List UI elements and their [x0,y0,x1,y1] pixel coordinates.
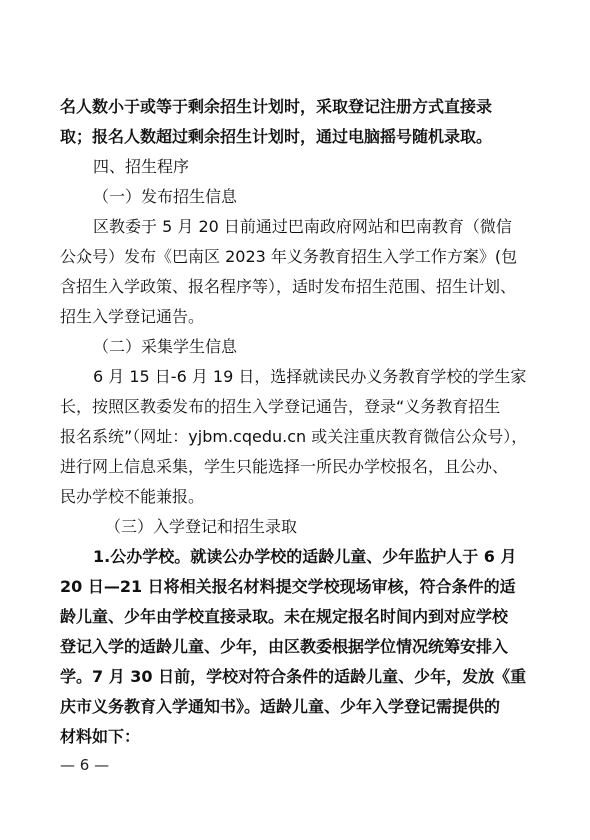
body-line: 20 日—21 日将相关报名材料提交学校现场审核，符合条件的适 [60,577,516,596]
document-body [60,92,532,752]
body-line: 名人数小于或等于剩余招生计划时，采取登记注册方式直接录 [60,97,493,116]
body-line: 民办学校不能兼报。 [60,487,205,506]
body-line: 长，按照区教委发布的招生入学登记通告，登录“义务教育招生 [60,397,501,416]
body-line: 进行网上信息采集，学生只能选择一所民办学校报名，且公办、 [60,457,509,476]
body-line: 区教委于 5 月 20 日前通过巴南政府网站和巴南教育（微信 [93,217,512,236]
body-line: 6 月 15 日-6 月 19 日，选择就读民办义务教育学校的学生家 [93,367,527,386]
body-line: 招生入学登记通告。 [60,307,205,326]
body-line: 公众号）发布《巴南区 2023 年义务教育招生入学工作方案》(包 [60,247,518,266]
subsection-heading: （二）采集学生信息 [93,337,238,356]
body-line: 庆市义务教育入学通知书》。适龄儿童、少年入学登记需提供的 [60,697,501,716]
body-line: 龄儿童、少年由学校直接录取。未在规定报名时间内到对应学校 [60,607,509,626]
section-heading: 四、招生程序 [93,157,190,176]
body-line: 1.公办学校。就读公办学校的适龄儿童、少年监护人于 6 月 [93,547,517,566]
subsection-heading: （三）入学登记和招生录取 [105,517,298,536]
body-line: 取；报名人数超过剩余招生计划时，通过电脑摇号随机录取。 [60,127,493,146]
body-line: 登记入学的适龄儿童、少年，由区教委根据学位情况统筹安排入 [60,637,509,656]
body-line: 含招生入学政策、报名程序等），适时发布招生范围、招生计划、 [60,277,517,296]
body-line: 材料如下： [60,727,141,746]
subsection-heading: （一）发布招生信息 [93,187,238,206]
body-line: 学。7 月 30 日前，学校对符合条件的适龄儿童、少年，发放《重 [60,667,527,686]
body-line: 报名系统”（网址：yjbm.cqedu.cn 或关注重庆教育微信公众号）， [60,427,528,446]
page-number: — 6 — [60,756,110,774]
